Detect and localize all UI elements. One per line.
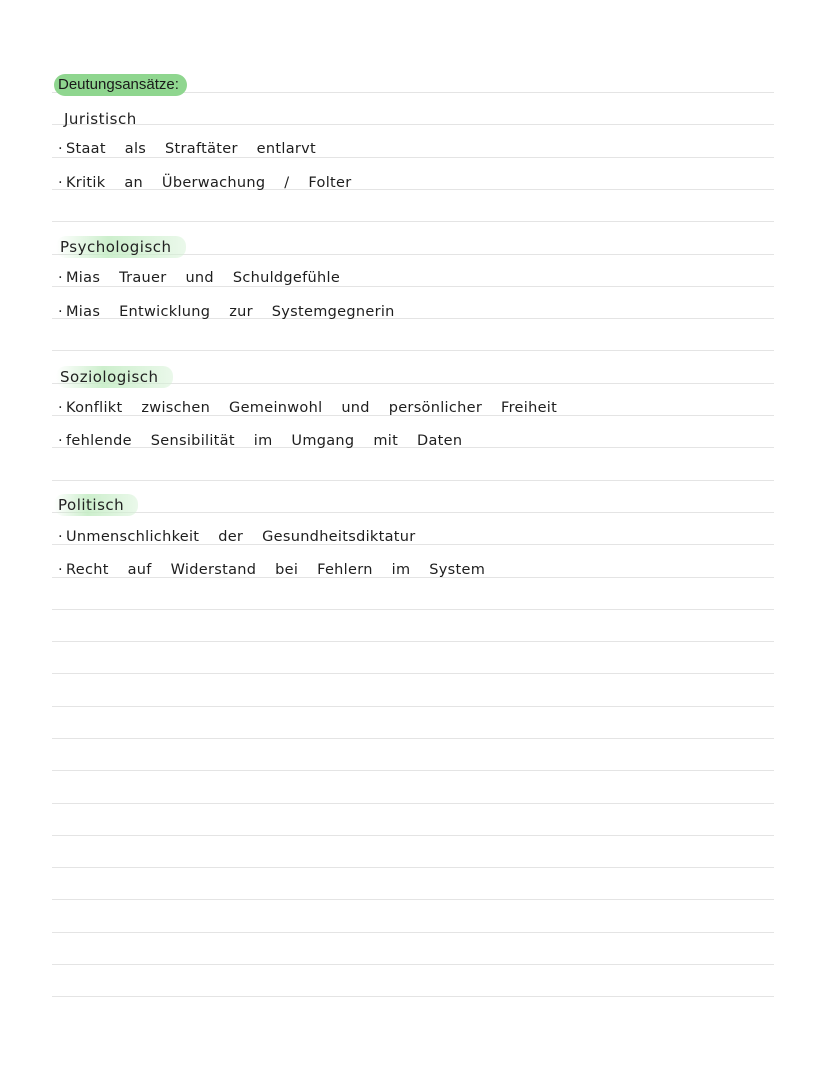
ruled-line [52, 803, 774, 804]
ruled-line [52, 867, 774, 868]
bullet-icon: · [58, 529, 63, 545]
ruled-line [52, 641, 774, 642]
ruled-line [52, 899, 774, 900]
ruled-line [52, 512, 774, 513]
ruled-line [52, 964, 774, 965]
ruled-line [52, 480, 774, 481]
list-item: · Staat als Straftäter entlarvt [58, 141, 317, 157]
bullet-icon: · [58, 400, 63, 416]
ruled-line [52, 932, 774, 933]
list-item: · Mias Trauer und Schuldgefühle [58, 270, 341, 286]
list-item: · Unmenschlichkeit der Gesundheitsdiktatur [58, 529, 416, 545]
section-heading-juristisch: Juristisch [64, 110, 137, 128]
section-heading-soziologisch: Soziologisch [56, 366, 173, 388]
ruled-line [52, 673, 774, 674]
ruled-line [52, 835, 774, 836]
bullet-icon: · [58, 562, 63, 578]
bullet-icon: · [58, 141, 63, 157]
bullet-icon: · [58, 270, 63, 286]
list-item: · Mias Entwicklung zur Systemgegnerin [58, 304, 395, 320]
list-item: · Kritik an Überwachung / Folter [58, 175, 352, 191]
ruled-line [52, 350, 774, 351]
section-heading-psychologisch: Psychologisch [56, 236, 186, 258]
ruled-line [52, 996, 774, 997]
bullet-icon: · [58, 304, 63, 320]
list-item: · Konflikt zwischen Gemeinwohl und persönlicher Freiheit [58, 400, 558, 416]
ruled-line [52, 706, 774, 707]
list-item: · fehlende Sensibilität im Umgang mit Daten [58, 433, 463, 449]
bullet-icon: · [58, 433, 63, 449]
page-title: Deutungsansätze: [54, 74, 187, 96]
bullet-icon: · [58, 175, 63, 191]
ruled-line [52, 124, 774, 125]
list-item: · Recht auf Widerstand bei Fehlern im System [58, 562, 486, 578]
ruled-line [52, 609, 774, 610]
section-heading-politisch: Politisch [54, 494, 138, 516]
ruled-line [52, 770, 774, 771]
ruled-line [52, 221, 774, 222]
ruled-line [52, 738, 774, 739]
